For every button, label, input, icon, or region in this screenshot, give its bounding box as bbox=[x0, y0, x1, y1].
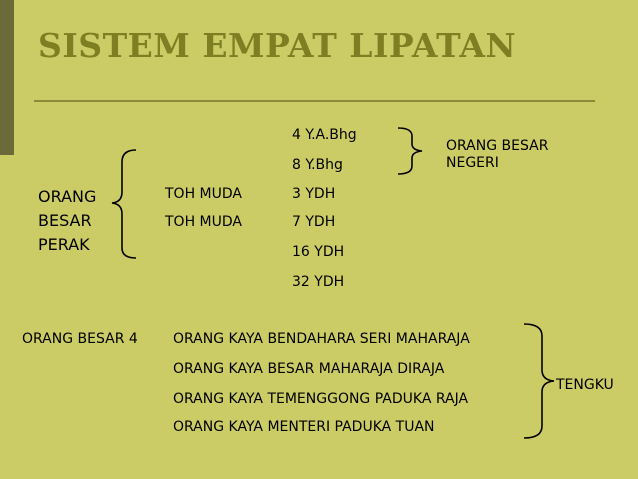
rank-2: 8 Y.Bhg bbox=[292, 157, 343, 173]
orang-besar-negeri-line-2: NEGERI bbox=[446, 155, 499, 171]
orang-besar-perak-line-2: BESAR bbox=[38, 211, 92, 230]
tengku-label: TENGKU bbox=[556, 377, 614, 393]
title-temenggong: ORANG KAYA TEMENGGONG PADUKA RAJA bbox=[173, 391, 469, 407]
orang-besar-4-label: ORANG BESAR 4 bbox=[22, 331, 138, 347]
toh-muda-2: TOH MUDA bbox=[165, 214, 242, 230]
slide-accent-bar bbox=[0, 0, 14, 155]
rank-5: 16 YDH bbox=[292, 244, 345, 260]
rank-4: 7 YDH bbox=[292, 214, 336, 230]
orang-besar-perak-line-3: PERAK bbox=[38, 235, 90, 254]
rank-6: 32 YDH bbox=[292, 274, 345, 290]
rank-3: 3 YDH bbox=[292, 186, 336, 202]
title-menteri: ORANG KAYA MENTERI PADUKA TUAN bbox=[173, 419, 435, 435]
orang-besar-perak-line-1: ORANG bbox=[38, 187, 97, 206]
title-bendahara: ORANG KAYA BENDAHARA SERI MAHARAJA bbox=[173, 331, 470, 347]
title-besar-maharaja: ORANG KAYA BESAR MAHARAJA DIRAJA bbox=[173, 361, 445, 377]
right-brace-tengku bbox=[520, 322, 560, 444]
slide-title: SISTEM EMPAT LIPATAN bbox=[38, 26, 517, 65]
orang-besar-negeri-line-1: ORANG BESAR bbox=[446, 138, 549, 154]
right-brace-negeri bbox=[394, 126, 434, 176]
title-divider bbox=[34, 100, 595, 102]
toh-muda-1: TOH MUDA bbox=[165, 186, 242, 202]
left-brace-perak bbox=[108, 148, 148, 262]
rank-1: 4 Y.A.Bhg bbox=[292, 127, 357, 143]
